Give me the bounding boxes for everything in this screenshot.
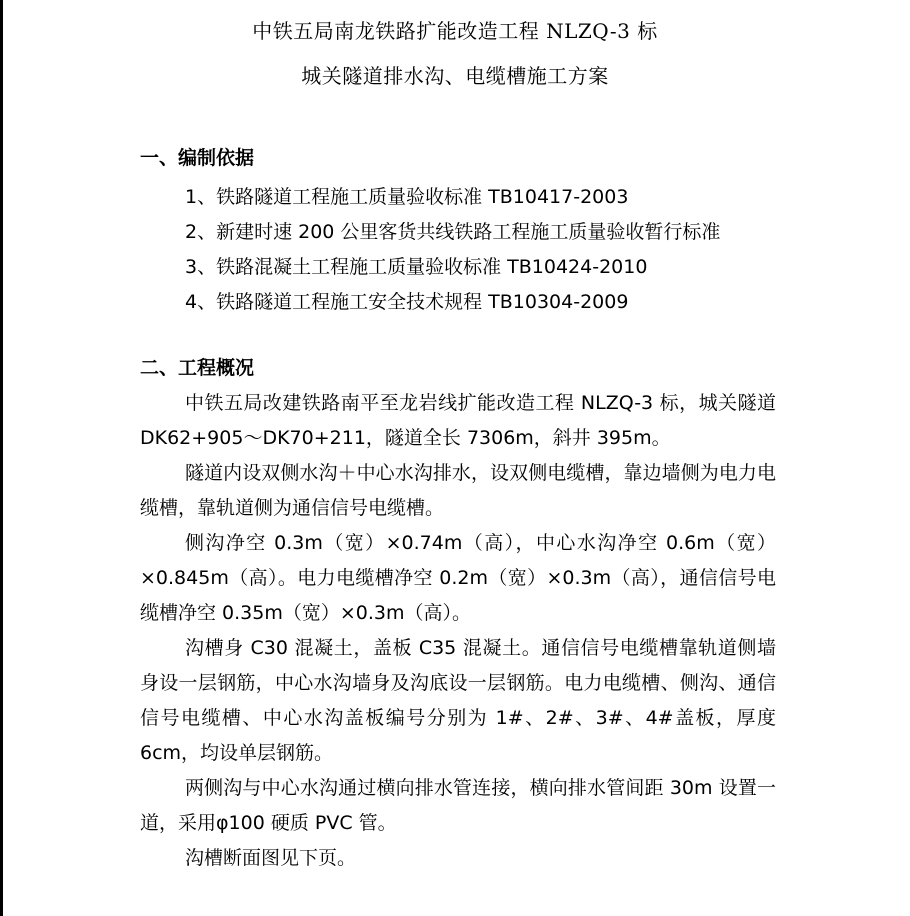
overview-paragraph: 沟槽断面图见下页。 — [185, 847, 357, 869]
document-subtitle: 城关隧道排水沟、电缆槽施工方案 — [301, 64, 609, 88]
reference-item: 3、铁路混凝土工程施工质量验收标准 TB10424-2010 — [185, 256, 648, 278]
overview-body — [140, 386, 776, 876]
section-heading-basis: 一、编制依据 — [140, 147, 255, 169]
overview-paragraph: 沟槽身 C30 混凝土，盖板 C35 混凝土。通信信号电缆槽靠轨道侧墙身设一层钢筋，中心水沟墙身及沟底设一层钢筋。电力电缆槽、侧沟、通信信号电缆槽、中心水沟盖板编号分别为 1#、2#、3#、4#盖板，厚度 6cm，均设单层钢筋。 — [140, 637, 776, 764]
overview-paragraph: 侧沟净空 0.3m（宽）×0.74m（高），中心水沟净空 0.6m（宽）×0.845m（高）。电力电缆槽净空 0.2m（宽）×0.3m（高），通信信号电缆槽净空 0.35m（宽）×0.3m（高）。 — [140, 532, 776, 624]
overview-paragraph: 两侧沟与中心水沟通过横向排水管连接，横向排水管间距 30m 设置一道，采用φ100 硬质 PVC 管。 — [140, 777, 776, 834]
document-title: 中铁五局南龙铁路扩能改造工程 NLZQ-3 标 — [252, 19, 658, 43]
reference-item: 1、铁路隧道工程施工质量验收标准 TB10417-2003 — [185, 186, 629, 208]
overview-paragraph: 中铁五局改建铁路南平至龙岩线扩能改造工程 NLZQ-3 标，城关隧道 DK62+905～DK70+211，隧道全长 7306m，斜井 395m。 — [140, 392, 776, 449]
overview-paragraph: 隧道内设双侧水沟＋中心水沟排水，设双侧电缆槽，靠边墙侧为电力电缆槽，靠轨道侧为通信信号电缆槽。 — [140, 462, 776, 519]
section-heading-overview: 二、工程概况 — [140, 357, 255, 379]
reference-list — [185, 180, 720, 320]
reference-item: 4、铁路隧道工程施工安全技术规程 TB10304-2009 — [185, 291, 629, 313]
reference-item: 2、新建时速 200 公里客货共线铁路工程施工质量验收暂行标准 — [185, 221, 721, 243]
